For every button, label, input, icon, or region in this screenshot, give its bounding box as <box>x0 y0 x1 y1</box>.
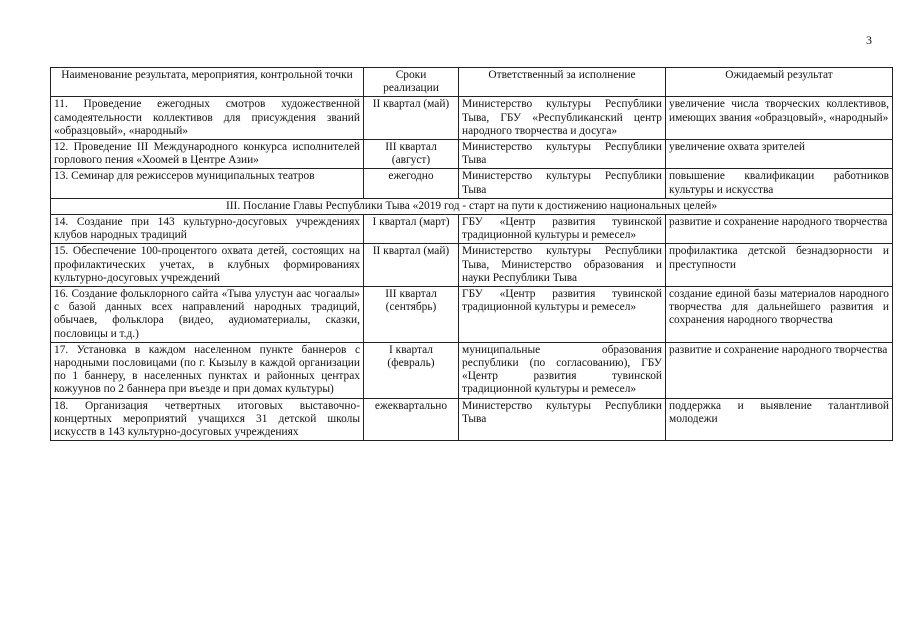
row-term: III квартал (август) <box>364 140 459 169</box>
row-responsible: Министерство культуры Республики Тыва, Министерство образования и науки Республики Тыва <box>459 244 666 287</box>
row-responsible: Министерство культуры Республики Тыва, ГБУ «Республиканский центр народного творчества и досуга» <box>459 97 666 140</box>
row-name: 13. Семинар для режиссеров муниципальных театров <box>51 169 364 198</box>
row-name: 12. Проведение III Международного конкурса исполнителей горлового пения «Хоомей в Центре Азии» <box>51 140 364 169</box>
table-row <box>51 398 893 441</box>
header-row <box>51 68 893 97</box>
row-responsible: Министерство культуры Республики Тыва <box>459 169 666 198</box>
row-responsible: Министерство культуры Республики Тыва <box>459 398 666 441</box>
row-name: 16. Создание фольклорного сайта «Тыва улустун аас чогаалы» с базой данных всех направлений народных традиций, обычаев, фольклора (видео, аудиоматериалы, сказки, пословицы и т.д.) <box>51 287 364 343</box>
section-title: III. Послание Главы Республики Тыва «2019 год - старт на пути к достижению национальных целей» <box>51 198 893 214</box>
header-term: Сроки реализации <box>364 68 459 97</box>
section-row <box>51 198 893 214</box>
header-responsible: Ответственный за исполнение <box>459 68 666 97</box>
table-row <box>51 169 893 198</box>
table-row <box>51 215 893 244</box>
row-name: 11. Проведение ежегодных смотров художественной самодеятельности коллективов для присуждения званий «образцовый», «народный» <box>51 97 364 140</box>
row-term: ежегодно <box>364 169 459 198</box>
row-expected: создание единой базы материалов народного творчества для дальнейшего развития и сохранения народного творчества <box>666 287 893 343</box>
header-expected: Ожидаемый результат <box>666 68 893 97</box>
row-term: ежеквартально <box>364 398 459 441</box>
row-term: I квартал (февраль) <box>364 342 459 398</box>
row-term: I квартал (март) <box>364 215 459 244</box>
row-expected: развитие и сохранение народного творчества <box>666 342 893 398</box>
page-number: 3 <box>866 33 872 47</box>
row-term: II квартал (май) <box>364 97 459 140</box>
row-term: III квартал (сентябрь) <box>364 287 459 343</box>
row-name: 14. Создание при 143 культурно-досуговых учреждениях клубов народных традиций <box>51 215 364 244</box>
row-responsible: Министерство культуры Республики Тыва <box>459 140 666 169</box>
row-responsible: ГБУ «Центр развития тувинской традиционной культуры и ремесел» <box>459 287 666 343</box>
row-term: II квартал (май) <box>364 244 459 287</box>
row-name: 15. Обеспечение 100-процентого охвата детей, состоящих на профилактических учетах, в клубных формированиях культурно-досуговых учреждений <box>51 244 364 287</box>
table-row <box>51 97 893 140</box>
table-row <box>51 287 893 343</box>
row-expected: профилактика детской безнадзорности и преступности <box>666 244 893 287</box>
row-responsible: ГБУ «Центр развития тувинской традиционной культуры и ремесел» <box>459 215 666 244</box>
row-expected: развитие и сохранение народного творчества <box>666 215 893 244</box>
row-expected: поддержка и выявление талантливой молодежи <box>666 398 893 441</box>
row-name: 18. Организация четвертных итоговых выставочно-концертных мероприятий учащихся 31 детской школы искусств в 143 культурно-досуговых учреждениях <box>51 398 364 441</box>
row-name: 17. Установка в каждом населенном пункте баннеров с народными пословицами (по г. Кызылу в каждой организации по 1 баннеру, в населенных пунктах и районных центрах кожуунов по 2 баннера при въезде и при домах культуры) <box>51 342 364 398</box>
table-row <box>51 244 893 287</box>
table-row <box>51 342 893 398</box>
header-name: Наименование результата, мероприятия, контрольной точки <box>51 68 364 97</box>
plan-table <box>50 67 893 441</box>
row-expected: увеличение числа творческих коллективов, имеющих звания «образцовый», «народный» <box>666 97 893 140</box>
row-expected: повышение квалификации работников культуры и искусства <box>666 169 893 198</box>
row-expected: увеличение охвата зрителей <box>666 140 893 169</box>
row-responsible: муниципальные образования республики (по согласованию), ГБУ «Центр развития тувинской традиционной культуры и ремесел» <box>459 342 666 398</box>
table-row <box>51 140 893 169</box>
